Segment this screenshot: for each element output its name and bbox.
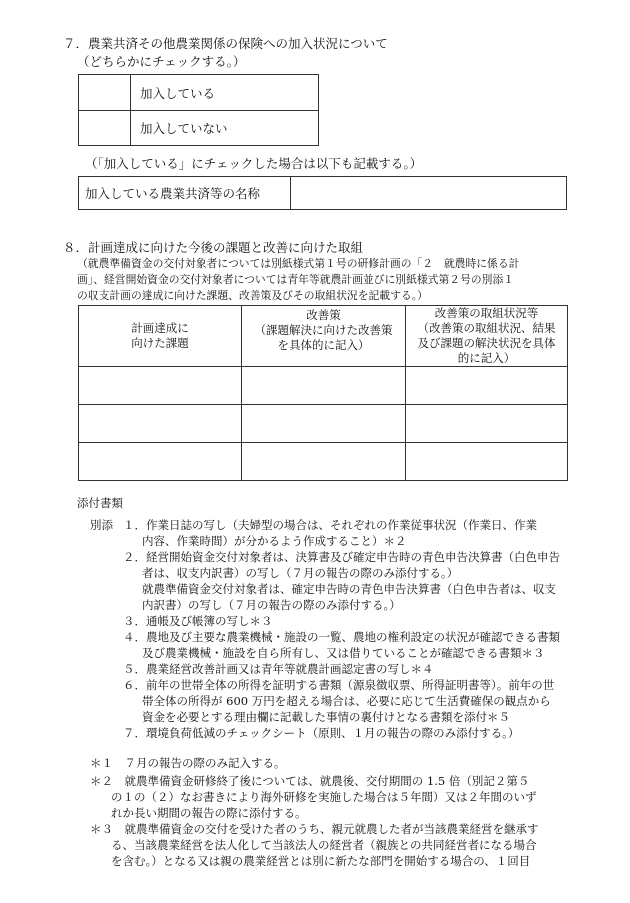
section8-desc-line-3: の収支計画の達成に向けた課題、改善策及びその取組状況を記載する。） (77, 289, 428, 302)
attachment-line-10: ５．農業経営改善計画又は青年等就農計画認定書の写し＊４ (123, 662, 434, 676)
attachment-line-13: 資金を必要とする理由欄に記載した事情の裏付けとなる書類を添付＊５ (142, 710, 510, 724)
note-2-line-1: ＊２ 就農準備資金研修終了後については、就農後、交付期間の 1.5 倍（別記２第５ (90, 774, 530, 788)
progress-cell-2[interactable] (406, 405, 568, 443)
option-joined: 加入している (131, 75, 319, 111)
header-issues: 計画達成に 向けた課題 (79, 306, 242, 367)
joined-note: （「加入している」にチェックした場合は以下も記載する。） (85, 156, 423, 171)
note-3-line-3: を含む。）となる又は親の農業経営とは別に新たな部門を開始する場合の、１回目 (111, 854, 531, 868)
attachment-line-8: ４．農地及び主要な農業機械・施設の一覧、農地の権利設定の状況が確認できる書類 (123, 630, 560, 644)
option-not-joined: 加入していない (131, 111, 319, 146)
attachments-prefix: 別添 (90, 518, 113, 532)
attachment-line-7: ３．通帳及び帳簿の写し＊３ (123, 614, 273, 628)
progress-cell-1[interactable] (406, 367, 568, 405)
insurance-name-field[interactable] (291, 177, 567, 210)
insurance-name-table (78, 176, 567, 210)
section8-desc-line-2: 画」、経営開始資金の交付対象者については青年等就農計画並びに別紙様式第２号の別添１ (77, 273, 515, 286)
section8-title: ８．計画達成に向けた今後の課題と改善に向けた取組 (63, 240, 364, 255)
header-measures: 改善策 （課題解決に向けた改善策 を具体的に記入） (242, 306, 406, 367)
attachment-line-2: 内容、作業時間）が分かるよう作成すること）＊２ (142, 534, 407, 548)
section7-title: ７．農業共済その他農業関係の保険への加入状況について (63, 36, 388, 51)
attachment-line-14: ７．環境負荷低減のチェックシート（原則、１月の報告の際のみ添付する。） (123, 726, 520, 740)
attachment-line-9: 及び農業機械・施設を自ら所有し、又は借りていることが確認できる書類＊３ (142, 646, 545, 660)
section8-desc-line-1: （就農準備資金の交付対象者については別紙様式第１号の研修計画の「２ 就農時に係る計 (77, 257, 520, 270)
note-2-line-2: の１の（２）なお書きにより海外研修を実施した場合は５年間）又は２年間のいず (111, 790, 537, 804)
issue-cell-1[interactable] (79, 367, 242, 405)
note-3-line-2: る、当該農業経営を法人化して当該法人の経営者（親族との共同経営者になる場合 (111, 838, 537, 852)
attachment-line-5: 就農準備資金交付対象者は、確定申告時の青色申告決算書（白色申告者は、収支 (142, 582, 556, 596)
issue-cell-2[interactable] (79, 405, 242, 443)
attachment-line-1: １．作業日誌の写し（夫婦型の場合は、それぞれの作業従事状況（作業日、作業 (123, 518, 537, 532)
not-joined-checkbox[interactable] (79, 111, 131, 146)
improvement-table (78, 305, 568, 481)
attachment-line-4: 者は、収支内訳書）の写し（７月の報告の際のみ添付する。） (142, 566, 459, 580)
measure-cell-1[interactable] (242, 367, 406, 405)
measure-cell-3[interactable] (242, 443, 406, 481)
issue-cell-3[interactable] (79, 443, 242, 481)
insurance-name-label: 加入している農業共済等の名称 (79, 177, 291, 210)
insurance-status-table (78, 74, 319, 146)
attachments-title: 添付書類 (77, 496, 123, 510)
attachment-line-3: ２．経営開始資金交付対象者は、決算書及び確定申告時の青色申告決算書（白色申告 (123, 550, 560, 564)
header-progress: 改善策の取組状況等 （改善策の取組状況、結果 及び課題の解決状況を具体 的に記入） (406, 306, 568, 367)
measure-cell-2[interactable] (242, 405, 406, 443)
attachment-line-12: 帯全体の所得が 600 万円を超える場合は、必要に応じて生活費確保の観点から (142, 694, 551, 708)
note-2-line-3: れか長い期間の報告の際に添付する。 (111, 806, 307, 820)
progress-cell-3[interactable] (406, 443, 568, 481)
joined-checkbox[interactable] (79, 75, 131, 111)
note-3-line-1: ＊３ 就農準備資金の交付を受けた者のうち、親元就農した者が当該農業経営を継承す (90, 822, 539, 836)
attachment-line-11: ６．前年の世帯全体の所得を証明する書類（源泉徴収票、所得証明書等）。前年の世 (123, 678, 555, 692)
note-1: ＊１ ７月の報告の際のみ記入する。 (90, 756, 286, 770)
attachment-line-6: 内訳書）の写し（７月の報告の際のみ添付する。） (142, 598, 401, 612)
section7-note: （どちらかにチェックする。） (77, 54, 246, 69)
